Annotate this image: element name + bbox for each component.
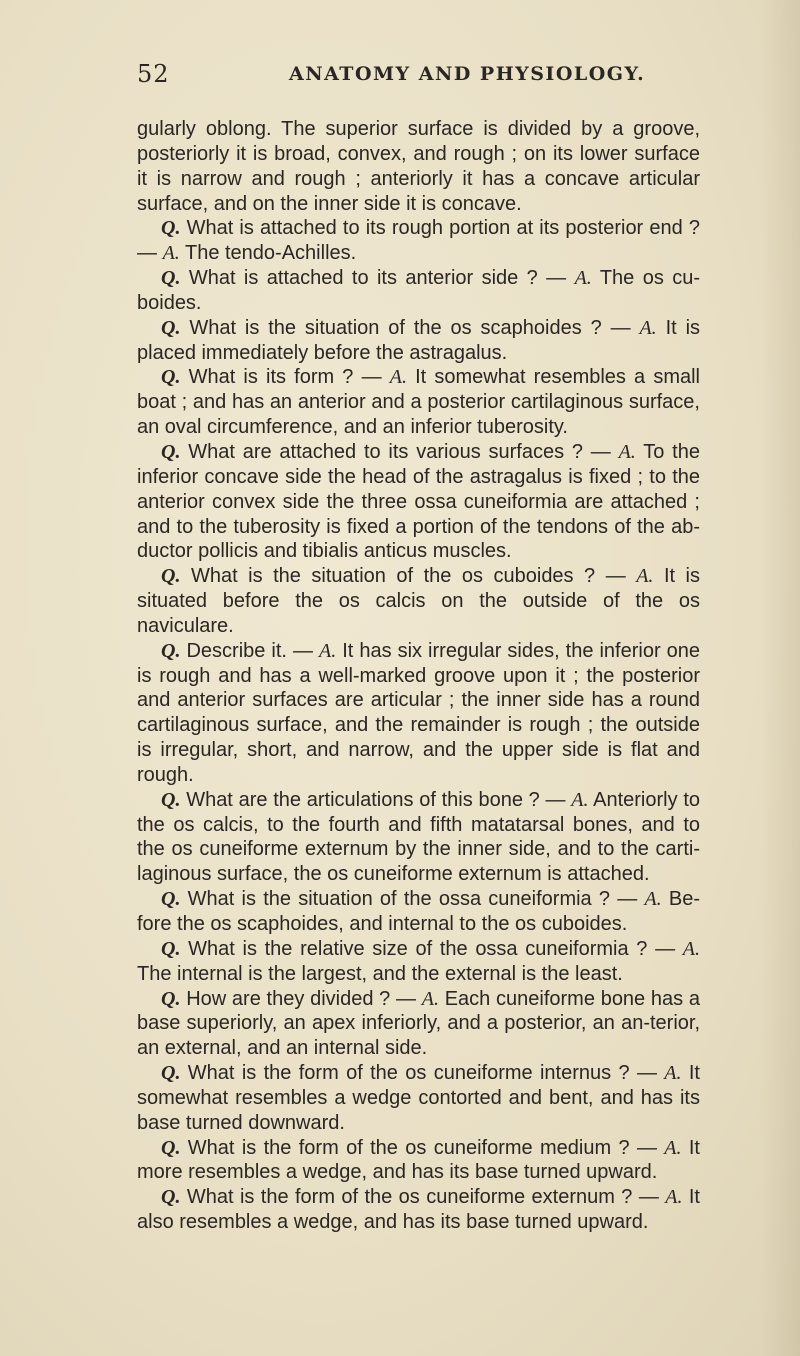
answer-text: It also resembles a wedge, and has its base turned upward.	[137, 1186, 700, 1234]
dash: —	[137, 242, 163, 265]
qa-paragraph	[137, 1136, 700, 1186]
dash: —	[647, 937, 683, 960]
answer-label: A.	[664, 1136, 682, 1159]
qa-paragraph	[137, 1185, 700, 1235]
answer-text: Be-fore the os scaphoides, and internal to the os cuboides.	[137, 888, 700, 935]
question-text: What are attached to its various surfaces ?	[188, 440, 583, 463]
qa-paragraph	[137, 440, 700, 564]
dash: —	[595, 565, 637, 588]
qa-paragraph	[137, 887, 700, 937]
qa-paragraph	[137, 788, 700, 887]
question-label: Q.	[161, 565, 181, 588]
qa-paragraph	[137, 564, 700, 639]
qa-paragraph	[137, 365, 700, 440]
dash: —	[286, 639, 319, 662]
question-label: Q.	[161, 987, 181, 1010]
dash: —	[537, 267, 575, 290]
answer-label: A.	[318, 639, 337, 662]
dash: —	[353, 366, 390, 389]
question-label: Q.	[161, 937, 181, 960]
question-label: Q.	[161, 888, 181, 911]
answer-label: A.	[574, 267, 592, 290]
answer-text: Anteriorly to the os calcis, to the fourth and fifth matatarsal bones, and to the os cuneiforme externum by the inner side, and to the carti-laginous surface, the os cuneiforme externum is attached.	[137, 788, 701, 886]
paragraph-text: gularly oblong. The superior surface is divided by a groove, posteriorly it is broad, convex, and rough ; on its lower surface it is narrow and rough ; anteriorly it has a concave articular surface, and on the inner side it is concave.	[137, 118, 700, 215]
body-text	[137, 117, 700, 1235]
dash: —	[632, 1186, 666, 1209]
answer-text: It somewhat resembles a small boat ; and has an anterior and a posterior cartilaginous surface, an oval circumference, and an inferior tuberosity.	[137, 366, 700, 439]
question-text: What is its form ?	[188, 366, 354, 389]
page-number: 52	[137, 60, 170, 88]
answer-text: Each cuneiforme bone has a base superiorly, an apex inferiorly, and a posterior, an an-terior, an external, and an internal side.	[137, 987, 700, 1060]
dash: —	[629, 1062, 665, 1085]
question-text: What are the articulations of this bone ?	[186, 788, 540, 811]
dash: —	[610, 888, 645, 911]
answer-text: It is placed immediately before the astragalus.	[137, 316, 701, 364]
paragraph-continuation	[137, 117, 700, 216]
answer-label: A.	[664, 1062, 682, 1085]
qa-paragraph	[137, 1061, 700, 1136]
answer-label: A.	[421, 987, 439, 1010]
answer-text: The internal is the largest, and the external is the least.	[137, 962, 623, 985]
answer-text: It has six irregular sides, the inferior one is rough and has a well-marked groove upon it ; the posterior and anterior surfaces are articular ; the inner side has a round cartilaginous surface, and the remainder is rough ; the outside is irregular, short, and narrow, and the upper side is flat and rough.	[137, 639, 700, 786]
answer-label: A.	[571, 788, 589, 811]
question-label: Q.	[161, 267, 181, 290]
answer-text: It somewhat resembles a wedge contorted and bent, and has its base turned downward.	[137, 1062, 700, 1134]
page-header	[137, 60, 697, 90]
answer-label: A.	[162, 242, 180, 265]
qa-paragraph	[137, 316, 700, 366]
answer-label: A.	[682, 937, 700, 960]
question-label: Q.	[161, 217, 181, 240]
question-label: Q.	[161, 788, 181, 811]
question-text: What is attached to its rough portion at its posterior end ?	[186, 217, 700, 240]
page-edge-shadow	[760, 0, 800, 1356]
qa-paragraph	[137, 937, 700, 987]
answer-text: The os cu-boides.	[137, 267, 701, 314]
question-label: Q.	[161, 1136, 181, 1159]
question-text: What is the form of the os cuneiforme medium ?	[187, 1136, 630, 1159]
running-head: ANATOMY AND PHYSIOLOGY.	[289, 63, 646, 85]
qa-paragraph	[137, 266, 700, 316]
dash: —	[629, 1136, 665, 1159]
answer-text: It is situated before the os calcis on the outside of the os naviculare.	[137, 565, 700, 637]
qa-paragraph	[137, 216, 700, 266]
question-text: What is the form of the os cuneiforme internus ?	[187, 1062, 630, 1085]
answer-label: A.	[636, 565, 654, 588]
question-label: Q.	[161, 639, 181, 662]
answer-text: The tendo-Achilles.	[184, 242, 357, 265]
question-text: What is attached to its anterior side ?	[188, 267, 538, 290]
question-label: Q.	[161, 366, 181, 389]
question-label: Q.	[161, 1062, 181, 1085]
question-label: Q.	[161, 440, 181, 463]
question-text: What is the situation of the os scaphoides ?	[189, 316, 602, 339]
question-text: What is the situation of the os cuboides ?	[190, 565, 596, 588]
question-text: How are they divided ?	[186, 987, 391, 1010]
answer-label: A.	[665, 1186, 683, 1209]
dash: —	[390, 987, 422, 1010]
answer-label: A.	[389, 366, 407, 389]
answer-text: To the inferior concave side the head of the astragalus is fixed ; to the anterior convex side the three ossa cuneiformia are attached ; and to the tuberosity is fixed a portion of the tendons of the ab-ductor pollicis and tibialis anticus muscles.	[137, 440, 700, 563]
answer-label: A.	[618, 440, 636, 463]
question-text: What is the situation of the ossa cuneiformia ?	[187, 888, 611, 911]
qa-paragraph	[137, 639, 700, 788]
question-text: What is the relative size of the ossa cuneiformia ?	[188, 937, 648, 960]
dash: —	[601, 316, 640, 339]
answer-text: It more resembles a wedge, and has its base turned upward.	[137, 1136, 700, 1184]
question-text: What is the form of the os cuneiforme externum ?	[186, 1186, 633, 1209]
answer-label: A.	[639, 316, 657, 339]
question-label: Q.	[161, 1186, 181, 1209]
dash: —	[583, 440, 619, 463]
question-text: Describe it.	[186, 639, 287, 662]
question-label: Q.	[161, 316, 181, 339]
qa-paragraph	[137, 987, 700, 1062]
answer-label: A.	[644, 888, 662, 911]
dash: —	[539, 788, 572, 811]
